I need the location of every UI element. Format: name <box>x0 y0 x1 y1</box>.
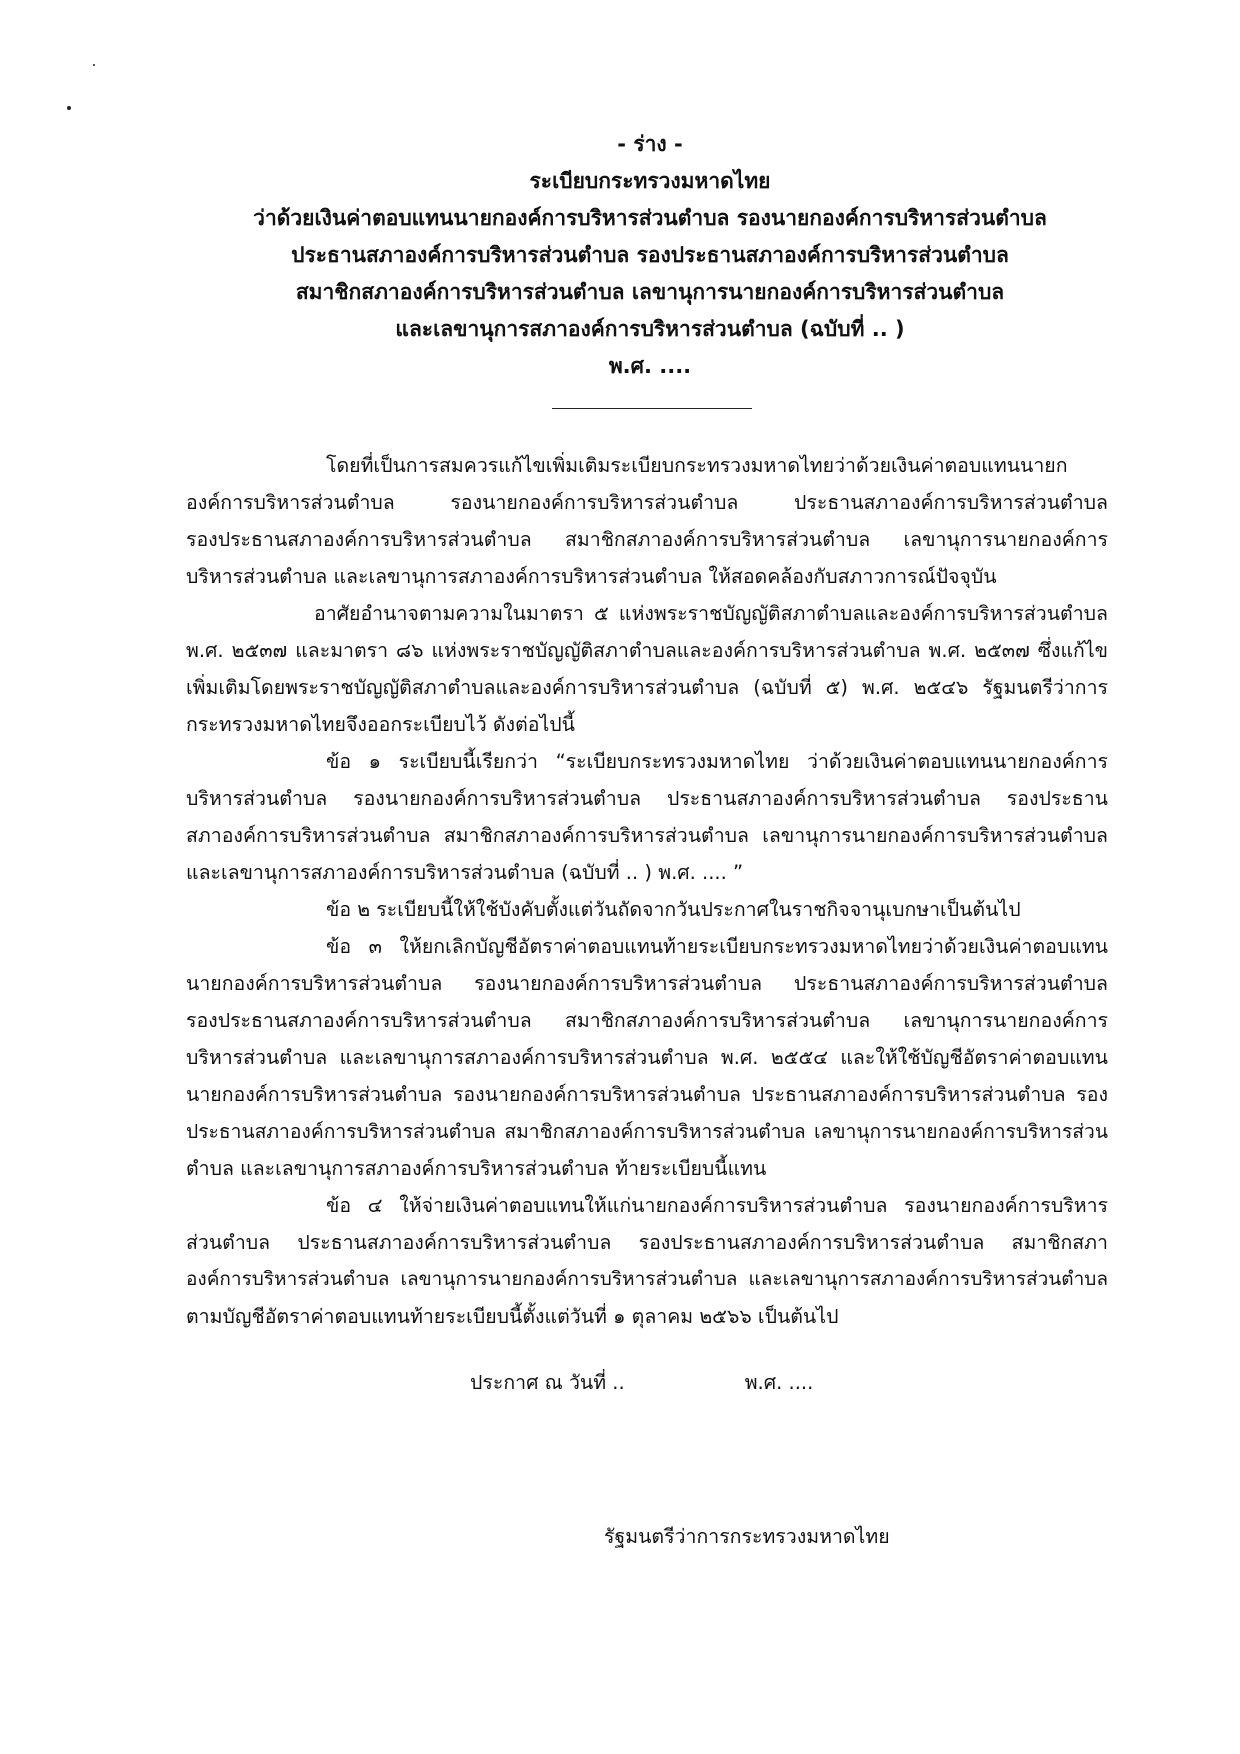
clause-3-line: นายกองค์การบริหารส่วนตำบล รองนายกองค์การบริหารส่วนตำบล ประธานสภาองค์การบริหารส่วนตำบล <box>186 972 1108 995</box>
clause-1-line: และเลขานุการสภาองค์การบริหารส่วนตำบล (ฉบับที่ .. ) พ.ศ. .... ” <box>186 861 744 884</box>
promulgation-date-label: ประกาศ ณ วันที่ .. <box>470 1371 625 1394</box>
regulation-title: ระเบียบกระทรวงมหาดไทย <box>529 169 771 193</box>
regulation-subject-line: ประธานสภาองค์การบริหารส่วนตำบล รองประธานสภาองค์การบริหารส่วนตำบล <box>291 243 1009 267</box>
clause-4-line: ส่วนตำบล ประธานสภาองค์การบริหารส่วนตำบล รองประธานสภาองค์การบริหารส่วนตำบล สมาชิกสภา <box>186 1231 1108 1254</box>
clause-3-line: ประธานสภาองค์การบริหารส่วนตำบล สมาชิกสภาองค์การบริหารส่วนตำบล เลขานุการนายกองค์การบริหารส่วน <box>186 1120 1108 1143</box>
clause-4-line: องค์การบริหารส่วนตำบล เลขานุการนายกองค์การบริหารส่วนตำบล และเลขานุการสภาองค์การบริหารส่วนตำบล <box>186 1268 1108 1290</box>
clause-4-line: ข้อ ๔ ให้จ่ายเงินค่าตอบแทนให้แก่นายกองค์การบริหารส่วนตำบล รองนายกองค์การบริหาร <box>326 1194 1108 1217</box>
promulgation-year-label: พ.ศ. .... <box>744 1371 814 1394</box>
clause-3-line: รองประธานสภาองค์การบริหารส่วนตำบล สมาชิกสภาองค์การบริหารส่วนตำบล เลขานุการนายกองค์การ <box>186 1009 1108 1032</box>
clause-3-line: ข้อ ๓ ให้ยกเลิกบัญชีอัตราค่าตอบแทนท้ายระเบียบกระทรวงมหาดไทยว่าด้วยเงินค่าตอบแทน <box>326 935 1108 958</box>
header-divider <box>552 408 752 409</box>
regulation-subject-line: และเลขานุการสภาองค์การบริหารส่วนตำบล (ฉบับที่ .. ) <box>395 317 905 341</box>
regulation-subject-line: ว่าด้วยเงินค่าตอบแทนนายกองค์การบริหารส่วนตำบล รองนายกองค์การบริหารส่วนตำบล <box>253 206 1047 230</box>
clause-4-line: ตามบัญชีอัตราค่าตอบแทนท้ายระเบียบนี้ตั้งแต่วันที่ ๑ ตุลาคม ๒๕๖๖ เป็นต้นไป <box>186 1305 839 1328</box>
body-line: เพิ่มเติมโดยพระราชบัญญัติสภาตำบลและองค์การบริหารส่วนตำบล (ฉบับที่ ๕) พ.ศ. ๒๕๔๖ รัฐมนตรีว่าการ <box>186 676 1108 699</box>
draft-marker: - ร่าง - <box>617 132 683 156</box>
clause-3-line: นายกองค์การบริหารส่วนตำบล รองนายกองค์การบริหารส่วนตำบล ประธานสภาองค์การบริหารส่วนตำบล รอง <box>186 1083 1108 1106</box>
clause-3-line: ตำบล และเลขานุการสภาองค์การบริหารส่วนตำบล ท้ายระเบียบนี้แทน <box>186 1157 767 1180</box>
scan-speck <box>93 64 95 66</box>
body-line: องค์การบริหารส่วนตำบล รองนายกองค์การบริหารส่วนตำบล ประธานสภาองค์การบริหารส่วนตำบล <box>186 491 1108 514</box>
clause-3-line: บริหารส่วนตำบล และเลขานุการสภาองค์การบริหารส่วนตำบล พ.ศ. ๒๕๕๔ และให้ใช้บัญชีอัตราค่าตอบแทน <box>186 1046 1108 1069</box>
clause-1-line: สภาองค์การบริหารส่วนตำบล สมาชิกสภาองค์การบริหารส่วนตำบล เลขานุการนายกองค์การบริหารส่วนตำบล <box>186 824 1108 847</box>
regulation-year: พ.ศ. .... <box>608 354 692 378</box>
regulation-subject-line: สมาชิกสภาองค์การบริหารส่วนตำบล เลขานุการนายกองค์การบริหารส่วนตำบล <box>295 280 1005 304</box>
body-line: รองประธานสภาองค์การบริหารส่วนตำบล สมาชิกสภาองค์การบริหารส่วนตำบล เลขานุการนายกองค์การ <box>186 528 1108 551</box>
clause-1-line: บริหารส่วนตำบล รองนายกองค์การบริหารส่วนตำบล ประธานสภาองค์การบริหารส่วนตำบล รองประธาน <box>186 787 1108 810</box>
body-line: อาศัยอำนาจตามความในมาตรา ๕ แห่งพระราชบัญญัติสภาตำบลและองค์การบริหารส่วนตำบล <box>314 602 1108 625</box>
scan-speck <box>67 106 71 110</box>
body-line: บริหารส่วนตำบล และเลขานุการสภาองค์การบริหารส่วนตำบล ให้สอดคล้องกับสภาวการณ์ปัจจุบัน <box>186 565 997 588</box>
document-body <box>186 447 1108 1335</box>
body-line: โดยที่เป็นการสมควรแก้ไขเพิ่มเติมระเบียบกระทรวงมหาดไทยว่าด้วยเงินค่าตอบแทนนายก <box>326 454 1068 477</box>
clause-1-line: ข้อ ๑ ระเบียบนี้เรียกว่า “ระเบียบกระทรวงมหาดไทย ว่าด้วยเงินค่าตอบแทนนายกองค์การ <box>326 750 1108 773</box>
document-header <box>186 126 1114 385</box>
body-line: กระทรวงมหาดไทยจึงออกระเบียบไว้ ดังต่อไปนี้ <box>186 713 575 736</box>
body-line: พ.ศ. ๒๕๓๗ และมาตรา ๘๖ แห่งพระราชบัญญัติสภาตำบลและองค์การบริหารส่วนตำบล พ.ศ. ๒๕๓๗ ซึ่งแก้ไข <box>186 639 1108 662</box>
promulgation-date <box>470 1364 850 1401</box>
clause-2-line: ข้อ ๒ ระเบียบนี้ให้ใช้บังคับตั้งแต่วันถัดจากวันประกาศในราชกิจจานุเบกษาเป็นต้นไป <box>326 898 1021 921</box>
signatory-title: รัฐมนตรีว่าการกระทรวงมหาดไทย <box>604 1525 890 1548</box>
